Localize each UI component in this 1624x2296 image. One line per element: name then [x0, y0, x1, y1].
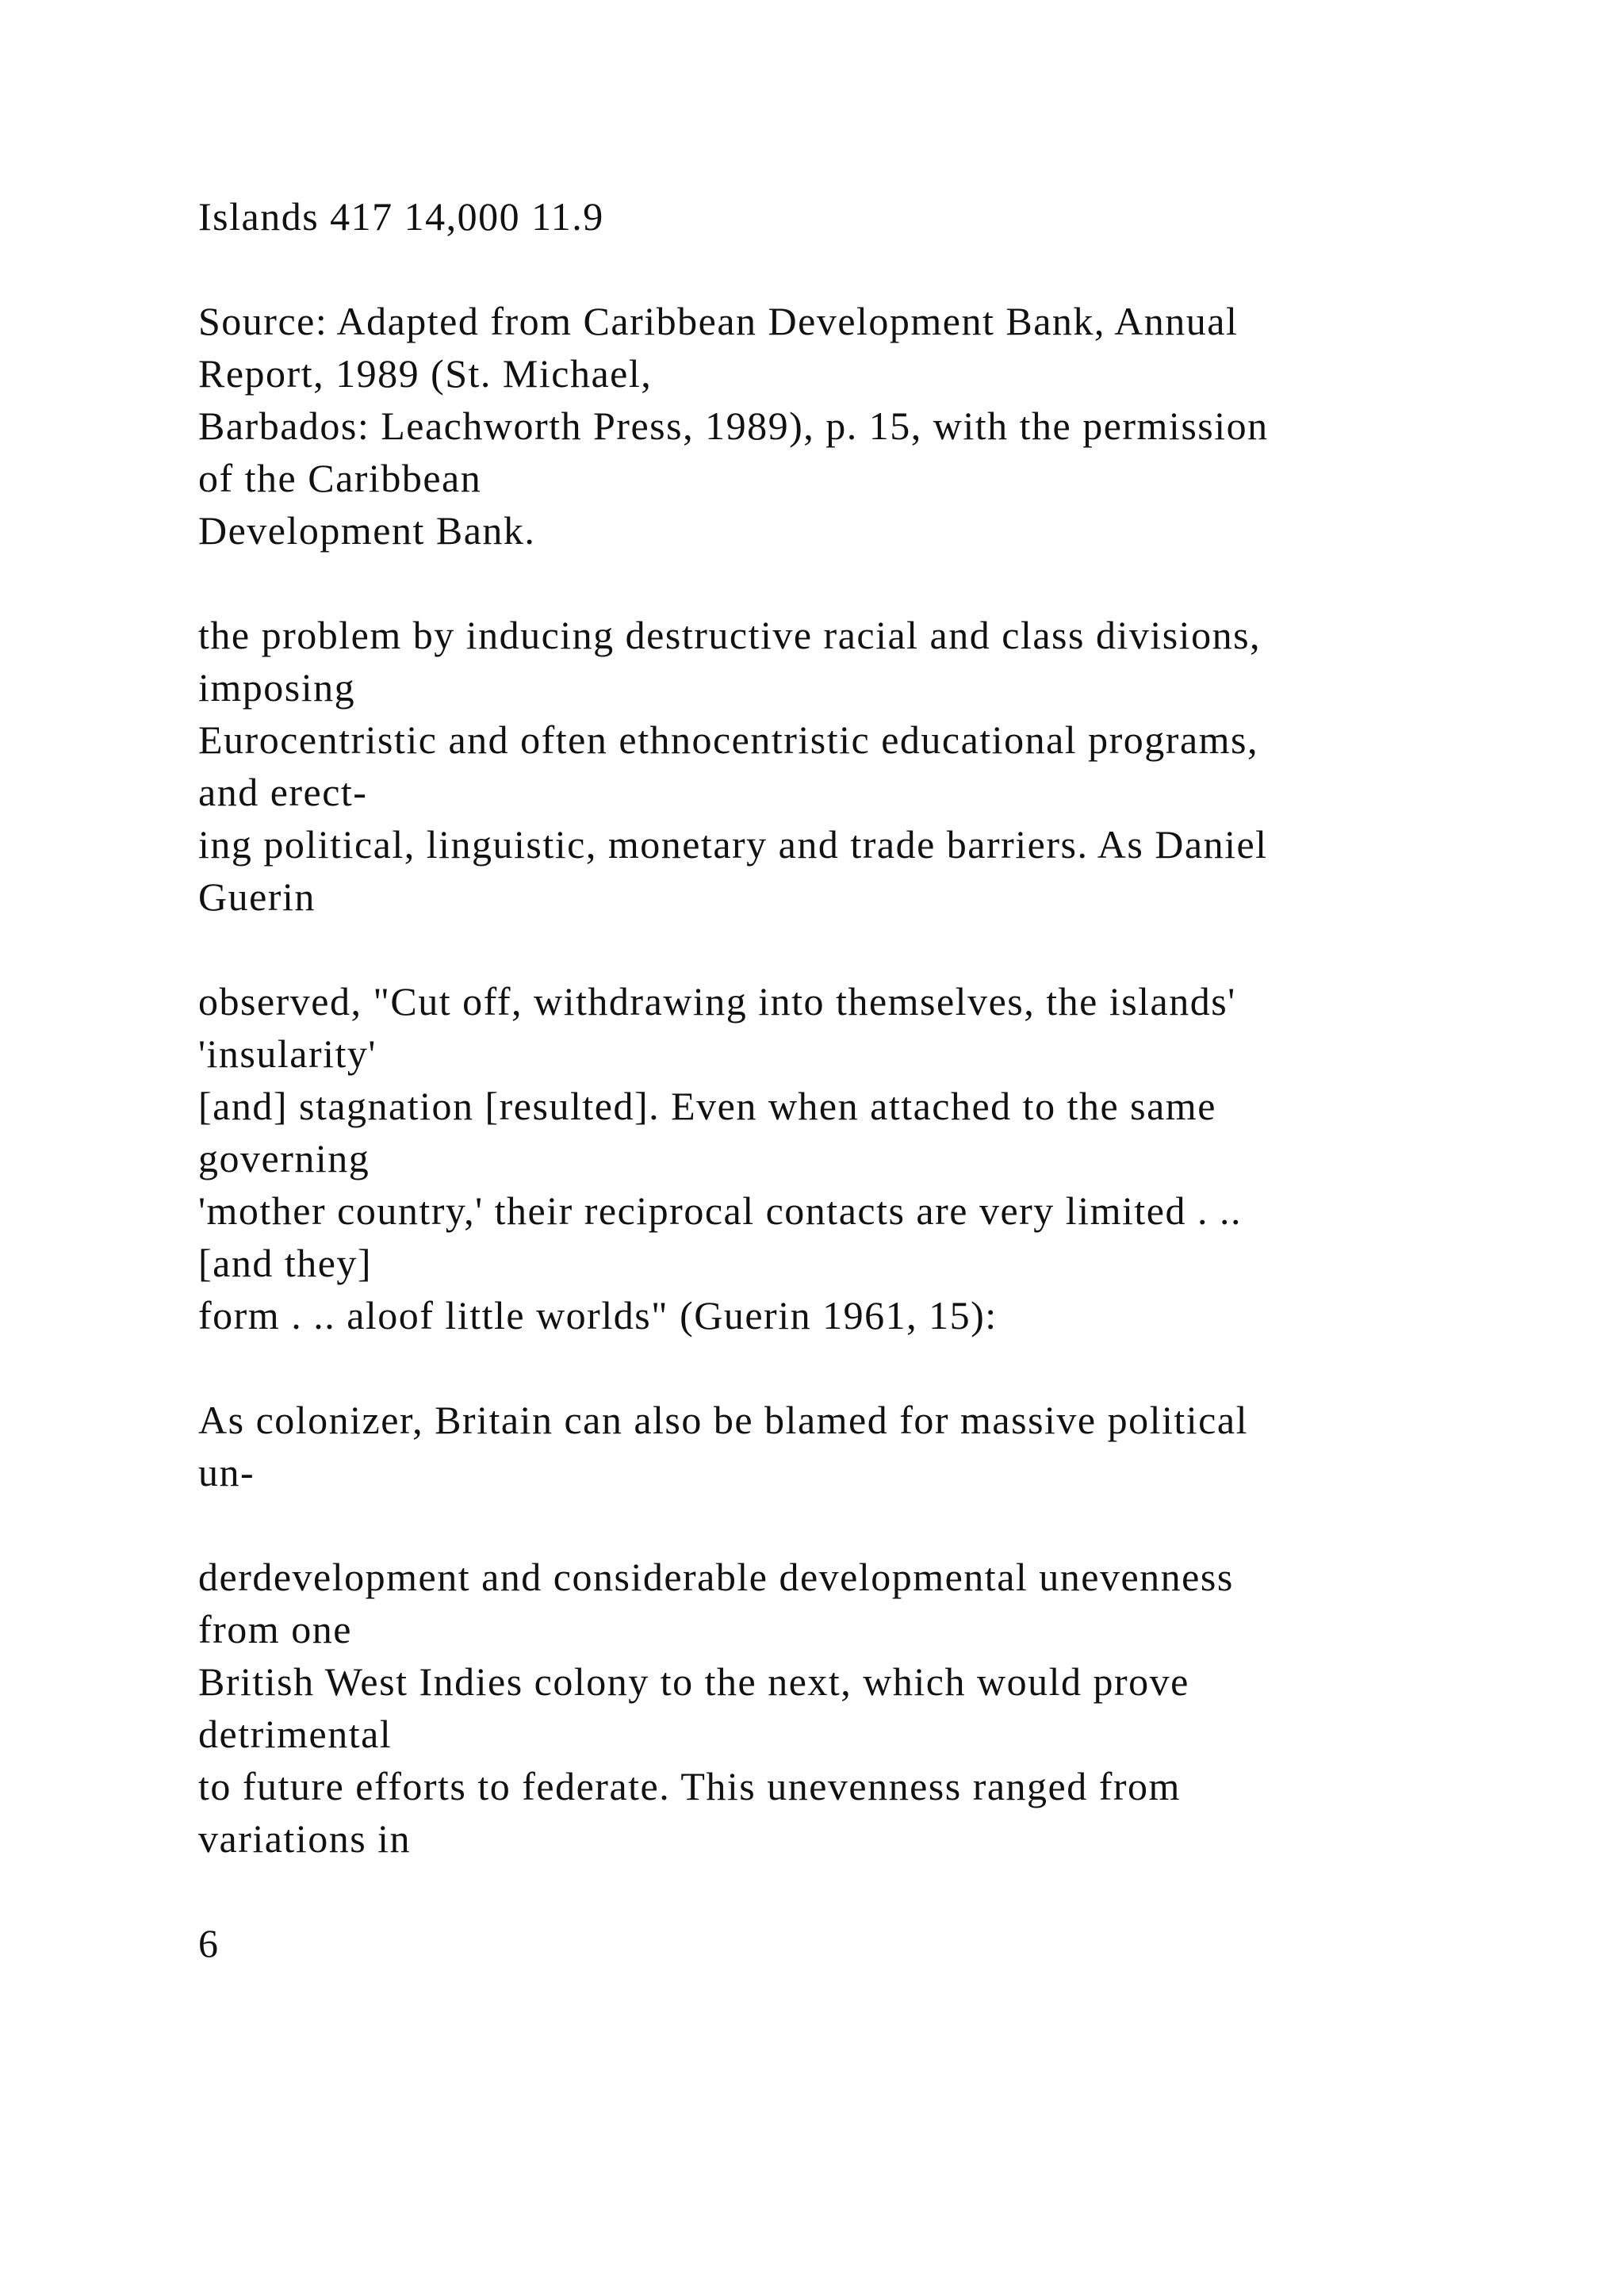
body-line: variations in	[198, 1816, 412, 1861]
blank-line	[198, 1865, 1499, 1917]
table-row-islands: Islands 417 14,000 11.9	[198, 194, 604, 239]
quote-line: [and they]	[198, 1241, 373, 1285]
blank-line	[198, 243, 1499, 295]
source-line-5: Development Bank.	[198, 508, 536, 553]
source-line-2: Report, 1989 (St. Michael,	[198, 351, 653, 396]
quote-line: observed, "Cut off, withdrawing into themselves, the islands'	[198, 979, 1236, 1024]
body-line: Guerin	[198, 874, 316, 919]
body-line: and erect-	[198, 770, 368, 814]
body-line: detrimental	[198, 1712, 393, 1756]
quote-line: form . .. aloof little worlds" (Guerin 1961, 15):	[198, 1293, 998, 1337]
quote-line: 'mother country,' their reciprocal contacts are very limited . ..	[198, 1188, 1242, 1233]
body-line: imposing	[198, 665, 356, 710]
document-body	[198, 190, 1499, 1969]
source-line-3: Barbados: Leachworth Press, 1989), p. 15, with the permission	[198, 404, 1269, 448]
body-line: British West Indies colony to the next, which would prove	[198, 1659, 1189, 1704]
body-line: As colonizer, Britain can also be blamed for massive political	[198, 1398, 1248, 1442]
body-line: the problem by inducing destructive racial and class divisions,	[198, 613, 1262, 657]
body-line: from one	[198, 1607, 352, 1651]
blank-line	[198, 1498, 1499, 1551]
blank-line	[198, 557, 1499, 609]
blank-line	[198, 1341, 1499, 1394]
page-number: 6	[198, 1921, 220, 1965]
quote-line: 'insularity'	[198, 1031, 377, 1076]
body-line: derdevelopment and considerable developmental unevenness	[198, 1555, 1234, 1599]
body-line: ing political, linguistic, monetary and trade barriers. As Daniel	[198, 822, 1268, 867]
body-line: to future efforts to federate. This unevenness ranged from	[198, 1764, 1181, 1808]
source-line-1: Source: Adapted from Caribbean Development Bank, Annual	[198, 299, 1239, 343]
blank-line	[198, 923, 1499, 975]
quote-line: [and] stagnation [resulted]. Even when attached to the same	[198, 1084, 1216, 1128]
source-line-4: of the Caribbean	[198, 456, 482, 500]
body-line: Eurocentristic and often ethnocentristic educational programs,	[198, 718, 1258, 762]
body-line: un-	[198, 1450, 255, 1494]
quote-line: governing	[198, 1136, 370, 1181]
